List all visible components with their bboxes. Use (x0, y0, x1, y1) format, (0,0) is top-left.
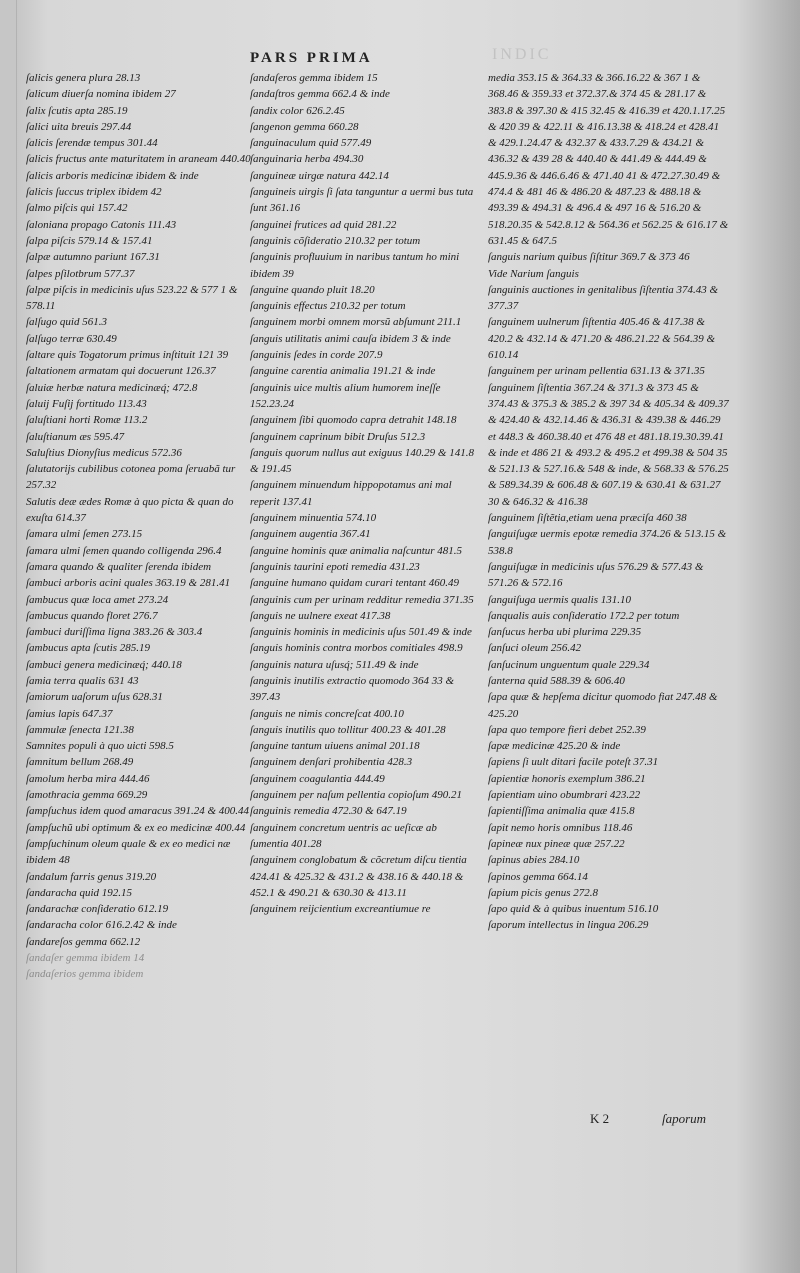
index-entry: ſandaracha color 616.2.42 & inde (26, 919, 177, 932)
index-entry: ſangenon gemma 660.28 (250, 120, 359, 133)
index-entry: ſandareſos gemma 662.12 (26, 935, 141, 948)
index-entry: ſaporum intellectus in lingua 206.29 (488, 919, 649, 932)
index-entry: ſalſugo quid 561.3 (26, 316, 107, 329)
index-entry: ſanguineæ uirgæ natura 442.14 (250, 169, 389, 182)
index-entry: ſaltationem armatam qui docuerunt 126.37 (26, 365, 216, 378)
index-entry: ſanguis inutilis quo tollitur 400.23 & 401.28 (250, 723, 446, 736)
index-entry: ſanguinem per naſum pellentia copioſum 490.21 (250, 789, 463, 802)
index-entry: ſalpa piſcis 579.14 & 157.41 (26, 234, 153, 247)
index-entry: ſalix ſcutis apta 285.19 (26, 104, 128, 117)
index-entry: ſalicis genera plura 28.13 (26, 72, 141, 84)
index-entry: ſanguine tantum uiuens animal 201.18 (250, 740, 420, 753)
index-entry: ſanguinis cõſideratio 210.32 per totum (250, 234, 421, 247)
index-entry: ſampſuchinum oleum quale & ex eo medici næ ibidem 48 (26, 837, 231, 867)
index-entry: ſapientiæ honoris exemplum 386.21 (488, 772, 646, 785)
index-entry: ſanguine hominis quæ animalia naſcuntur 481.5 (250, 544, 463, 557)
index-entry: ſanguine carentia animalia 191.21 & inde (250, 365, 436, 378)
signature-mark: K 2 (590, 1111, 610, 1126)
index-entry: ſandaſer gemma ibidem 14 (26, 952, 145, 965)
index-entry: ſanterna quid 588.39 & 606.40 (488, 674, 625, 687)
index-entry: ſanguinem minuendum hippopotamus ani mal reperit 137.41 (250, 479, 452, 508)
index-entry: ſaloniana propago Catonis 111.43 (26, 218, 177, 231)
index-entry: ſalſugo terræ 630.49 (26, 332, 117, 345)
index-entry: ſalicis ſuccus triplex ibidem 42 (26, 186, 162, 199)
index-entry: ſaluij Fuſij fortitudo 113.43 (26, 397, 147, 410)
index-entry: ſammulæ ſenecta 121.38 (26, 723, 134, 736)
index-entry: ſaluſtianum æs 595.47 (26, 430, 125, 443)
index-entry: ſandaſerios gemma ibidem (26, 968, 144, 981)
index-entry: ſanguinis cum per urinam redditur remedia 371.35 (250, 593, 474, 606)
running-header: PARS PRIMA (250, 50, 373, 66)
index-entry: ſanguinem denſari prohibentia 428.3 (250, 756, 413, 769)
index-entry: ſanguinis auctiones in genitalibus ſiſtentia 374.43 & 377.37 (488, 283, 719, 313)
index-entry: ſanſucinum unguentum quale 229.34 (488, 658, 650, 671)
index-entry: media 353.15 & 364.33 & 366.16.22 & 367 1 & 368.46 & 359.33 et 372.37.& 374 45 & 281.17 & 383.8 & 397.30 & 415 32.45 & 416.39 et 420.1.17.25 & 420 39 & 422.11 & 416.13.38 & 418.24 et 428.41 & 429.1.24.47 & 432.37 & 433.7.29 & 434.21 & 436.32 & 439 28 & 440.40 & 441.49 & 444.49 & 445.9.36 & 446.6.46 & 471.40 41 & 472.27.30.49 & 474.4 & 481 46 & 486.20 & 487.23 & 488.18 & 493.39 & 494.31 & 496.4 & 497 16 & 516.20 & 518.20.35 & 542.8.12 & 564.36 et 562.25 & 616.17 & 631.45 & 647.5 (488, 72, 729, 247)
index-entry: ſanqualis auis conſideratio 172.2 per totum (488, 609, 680, 622)
index-entry: ſanguinis inutilis extractio quomodo 364 33 & 397.43 (250, 674, 455, 704)
index-entry: ſapinus abies 284.10 (488, 854, 580, 867)
index-entry: ſanguinem minuentia 574.10 (250, 512, 377, 525)
index-entry: ſanguinem ſibi quomodo capra detrahit 148.18 (250, 414, 457, 427)
index-entry: ſambucus quando floret 276.7 (26, 609, 158, 622)
index-entry: ſanguinem caprinum bibit Druſus 512.3 (250, 430, 426, 443)
index-entry: ſalutatorijs cubilibus cotonea poma ſeruabã tur 257.32 (26, 463, 236, 492)
index-entry: ſandalum farris genus 319.20 (26, 870, 157, 883)
index-entry: ſambuci arboris acini quales 363.19 & 281.41 (26, 577, 231, 590)
index-entry: ſanguinem concretum uentris ac ueſicæ ab ſumentia 401.28 (250, 821, 437, 850)
index-entry: ſalicis fructus ante maturitatem in araneam 440.40 (26, 153, 251, 166)
index-entry: ſanguinaria herba 494.30 (250, 153, 364, 166)
index-entry: ſanguinem conglobatum & cõcretum diſcu tientia 424.41 & 425.32 & 431.2 & 438.16 & 440.18 & 452.1 & 490.21 & 630.30 & 413.11 (250, 854, 467, 899)
index-entry: ſalici uita breuis 297.44 (26, 120, 132, 133)
index-entry: ſalmo piſcis qui 157.42 (26, 202, 128, 215)
index-entry: ſalpæ autumno pariunt 167.31 (26, 251, 160, 264)
index-entry: ſanſucus herba ubi plurima 229.35 (488, 626, 642, 639)
index-entry: Saluſtius Dionyſius medicus 572.36 (26, 446, 182, 459)
index-entry: ſapium picis genus 272.8 (488, 886, 598, 899)
index-entry: ſalicum diuerſa nomina ibidem 27 (26, 88, 176, 101)
index-entry: ſanguinis profluuium in naribus tantum ho mini ibidem 39 (250, 251, 460, 280)
index-entry: ſambucus apta ſcutis 285.19 (26, 642, 151, 655)
index-entry: ſambuci genera medicinæq́; 440.18 (26, 658, 182, 671)
index-entry: ſandix color 626.2.45 (250, 104, 345, 117)
index-entry: ſanguine humano quidam curari tentant 460.49 (250, 577, 459, 590)
index-entry: Vide Narium ſanguis (488, 267, 579, 280)
index-entry: ſanguinis taurini epoti remedia 431.23 (250, 560, 420, 573)
index-entry: ſanguinaculum quid 577.49 (250, 137, 372, 150)
index-entry: ſanguinem morbi omnem morsũ abſumunt 211.1 (250, 316, 462, 329)
index-entry: ſanguinis effectus 210.32 per totum (250, 300, 406, 313)
index-entry: ſandaſeros gemma ibidem 15 (250, 72, 378, 84)
index-entry: ſapiens ſi uult ditari facile poteſt 37.31 (488, 756, 659, 769)
index-entry: ſanguis narium quibus ſiſtitur 369.7 & 373 46 (488, 251, 690, 264)
index-entry: ſanguiſuga uermis qualis 131.10 (488, 593, 632, 606)
index-entry: ſanguinei frutices ad quid 281.22 (250, 218, 397, 231)
index-entry: ſanguinem per urinam pellentia 631.13 & 371.35 (488, 365, 705, 378)
index-entry: ſanguinis uice multis alium humorem ineſſe 152.23.24 (250, 381, 441, 410)
index-entry: ſanguinis hominis in medicinis uſus 501.49 & inde (250, 626, 472, 639)
index-entry: ſapineæ nux pineæ quæ 257.22 (488, 837, 625, 850)
index-entry: ſanguinem uulnerum ſiſtentia 405.46 & 417.38 & 420.2 & 432.14 & 471.20 & 486.21.22 & 564.39 & 610.14 (488, 316, 716, 362)
index-entry: ſapæ medicinæ 425.20 & inde (488, 740, 621, 753)
index-entry: ſanguiſugæ in medicinis uſus 576.29 & 577.43 & 571.26 & 572.16 (488, 560, 704, 590)
index-entry: ſanguinem reijcientium excreantiumue re (250, 903, 431, 916)
bleed-through-header: INDIC (492, 46, 552, 63)
index-entry: ſanguinem ſiſtẽtia,etiam uena præciſa 460 38 (488, 512, 687, 525)
index-entry: ſalpæ piſcis in medicinis uſus 523.22 & 577 1 & 578.11 (26, 283, 238, 313)
index-entry: ſamiorum uaſorum uſus 628.31 (26, 691, 163, 704)
index-entry: ſaluiæ herbæ natura medicinæq́; 472.8 (26, 381, 198, 394)
index-entry: ſapa quæ & hepſema dicitur quomodo fiat 247.48 & 425.20 (488, 691, 718, 720)
index-entry: ſapa quo tempore fieri debet 252.39 (488, 723, 646, 736)
index-entry: ſanguinis ſedes in corde 207.9 (250, 349, 383, 362)
index-entry: ſampſuchũ ubi optimum & ex eo medicinæ 400.44 (26, 821, 246, 834)
index-entry: ſanguis utilitatis animi cauſa ibidem 3 & inde (250, 332, 451, 345)
index-entry: ſanguis quorum nullus aut exiguus 140.29 & 141.8 & 191.45 (250, 446, 474, 476)
index-entry: ſamara quando & qualiter ſerenda ibidem (26, 560, 212, 573)
index-entry: ſamothracia gemma 669.29 (26, 789, 148, 802)
index-entry: ſanguinem augentia 367.41 (250, 528, 371, 541)
index-entry: ſanguis hominis contra morbos comitiales 498.9 (250, 642, 463, 655)
index-entry: Salutis deæ ædes Romæ à quo picta & quan do exuſta 614.37 (26, 495, 234, 525)
index-entry: ſanguinem ſiſtentia 367.24 & 371.3 & 373 45 & 374.43 & 375.3 & 385.2 & 397 34 & 405.34 & 409.37 & 424.40 & 432.14.46 & 436.31 & 439.38 & 446.29 et 448.3 & 460.38.40 et 476 48 et 481.18.19.30.39.41 & inde et 486 21 & 493.2 & 495.2 et 499.38 & 504 35 & 521.13 & 527.16.& 548 & inde, & 568.33 & 576.25 & 589.34.39 & 606.48 & 607.19 & 630.41 & 631.27 30 & 646.32 & 416.38 (488, 381, 729, 508)
index-entry: ſandarachæ conſideratio 612.19 (26, 903, 169, 916)
index-entry: ſandaracha quid 192.15 (26, 886, 133, 899)
index-entry: ſaltare quis Togatorum primus inſtituit 121 39 (26, 349, 229, 362)
index-entry: ſapientiam uino obumbrari 423.22 (488, 789, 641, 802)
index-entry: ſanguinem coagulantia 444.49 (250, 772, 385, 785)
index-column-middle (250, 70, 476, 917)
index-entry: ſalicis arboris medicinæ ibidem & inde (26, 169, 199, 182)
index-entry: ſapientiſſima animalia quæ 415.8 (488, 805, 635, 818)
index-entry: ſamolum herba mira 444.46 (26, 772, 150, 785)
index-entry: ſamara ulmi ſemen 273.15 (26, 528, 143, 541)
index-entry: ſapinos gemma 664.14 (488, 870, 588, 883)
index-entry: ſanguis ne nimis concreſcat 400.10 (250, 707, 404, 720)
index-entry: ſanguis ne uulnere exeat 417.38 (250, 609, 391, 622)
index-entry: ſambuci duriſſima ligna 383.26 & 303.4 (26, 626, 203, 639)
index-entry: ſanguiſugæ uermis epotæ remedia 374.26 & 513.15 & 538.8 (488, 528, 727, 557)
index-entry: ſapit nemo horis omnibus 118.46 (488, 821, 633, 834)
index-entry: ſanguineis uirgis ſi ſata tanguntur a uermi bus tuta ſunt 361.16 (250, 186, 474, 215)
index-entry: ſanguinis natura uſusq́; 511.49 & inde (250, 658, 419, 671)
index-entry: ſampſuchus idem quod amaracus 391.24 & 400.44 (26, 805, 250, 818)
catchword: ſaporum (662, 1111, 707, 1126)
index-column-left (26, 70, 252, 983)
index-entry: ſanguinis remedia 472.30 & 647.19 (250, 805, 407, 818)
index-entry: ſamara ulmi ſemen quando colligenda 296.4 (26, 544, 222, 557)
index-entry: ſalpes pſilotbrum 577.37 (26, 267, 135, 280)
index-entry: ſamius lapis 647.37 (26, 707, 113, 720)
index-entry: ſaluſtiani horti Romæ 113.2 (26, 414, 148, 427)
index-column-right (488, 70, 730, 934)
index-entry: ſanguine quando pluit 18.20 (250, 283, 375, 296)
book-gutter (0, 0, 17, 1273)
index-entry: ſapo quid & à quibus inuentum 516.10 (488, 903, 659, 916)
index-entry: ſamia terra qualis 631 43 (26, 674, 139, 687)
index-entry: ſambucus quæ loca amet 273.24 (26, 593, 169, 606)
index-entry: ſamnitum bellum 268.49 (26, 756, 134, 769)
index-entry: ſanſuci oleum 256.42 (488, 642, 582, 655)
index-entry: Samnites populi à quo uicti 598.5 (26, 740, 174, 753)
index-entry: ſandaſtros gemma 662.4 & inde (250, 88, 390, 101)
index-entry: ſalicis ſerendæ tempus 301.44 (26, 137, 158, 150)
